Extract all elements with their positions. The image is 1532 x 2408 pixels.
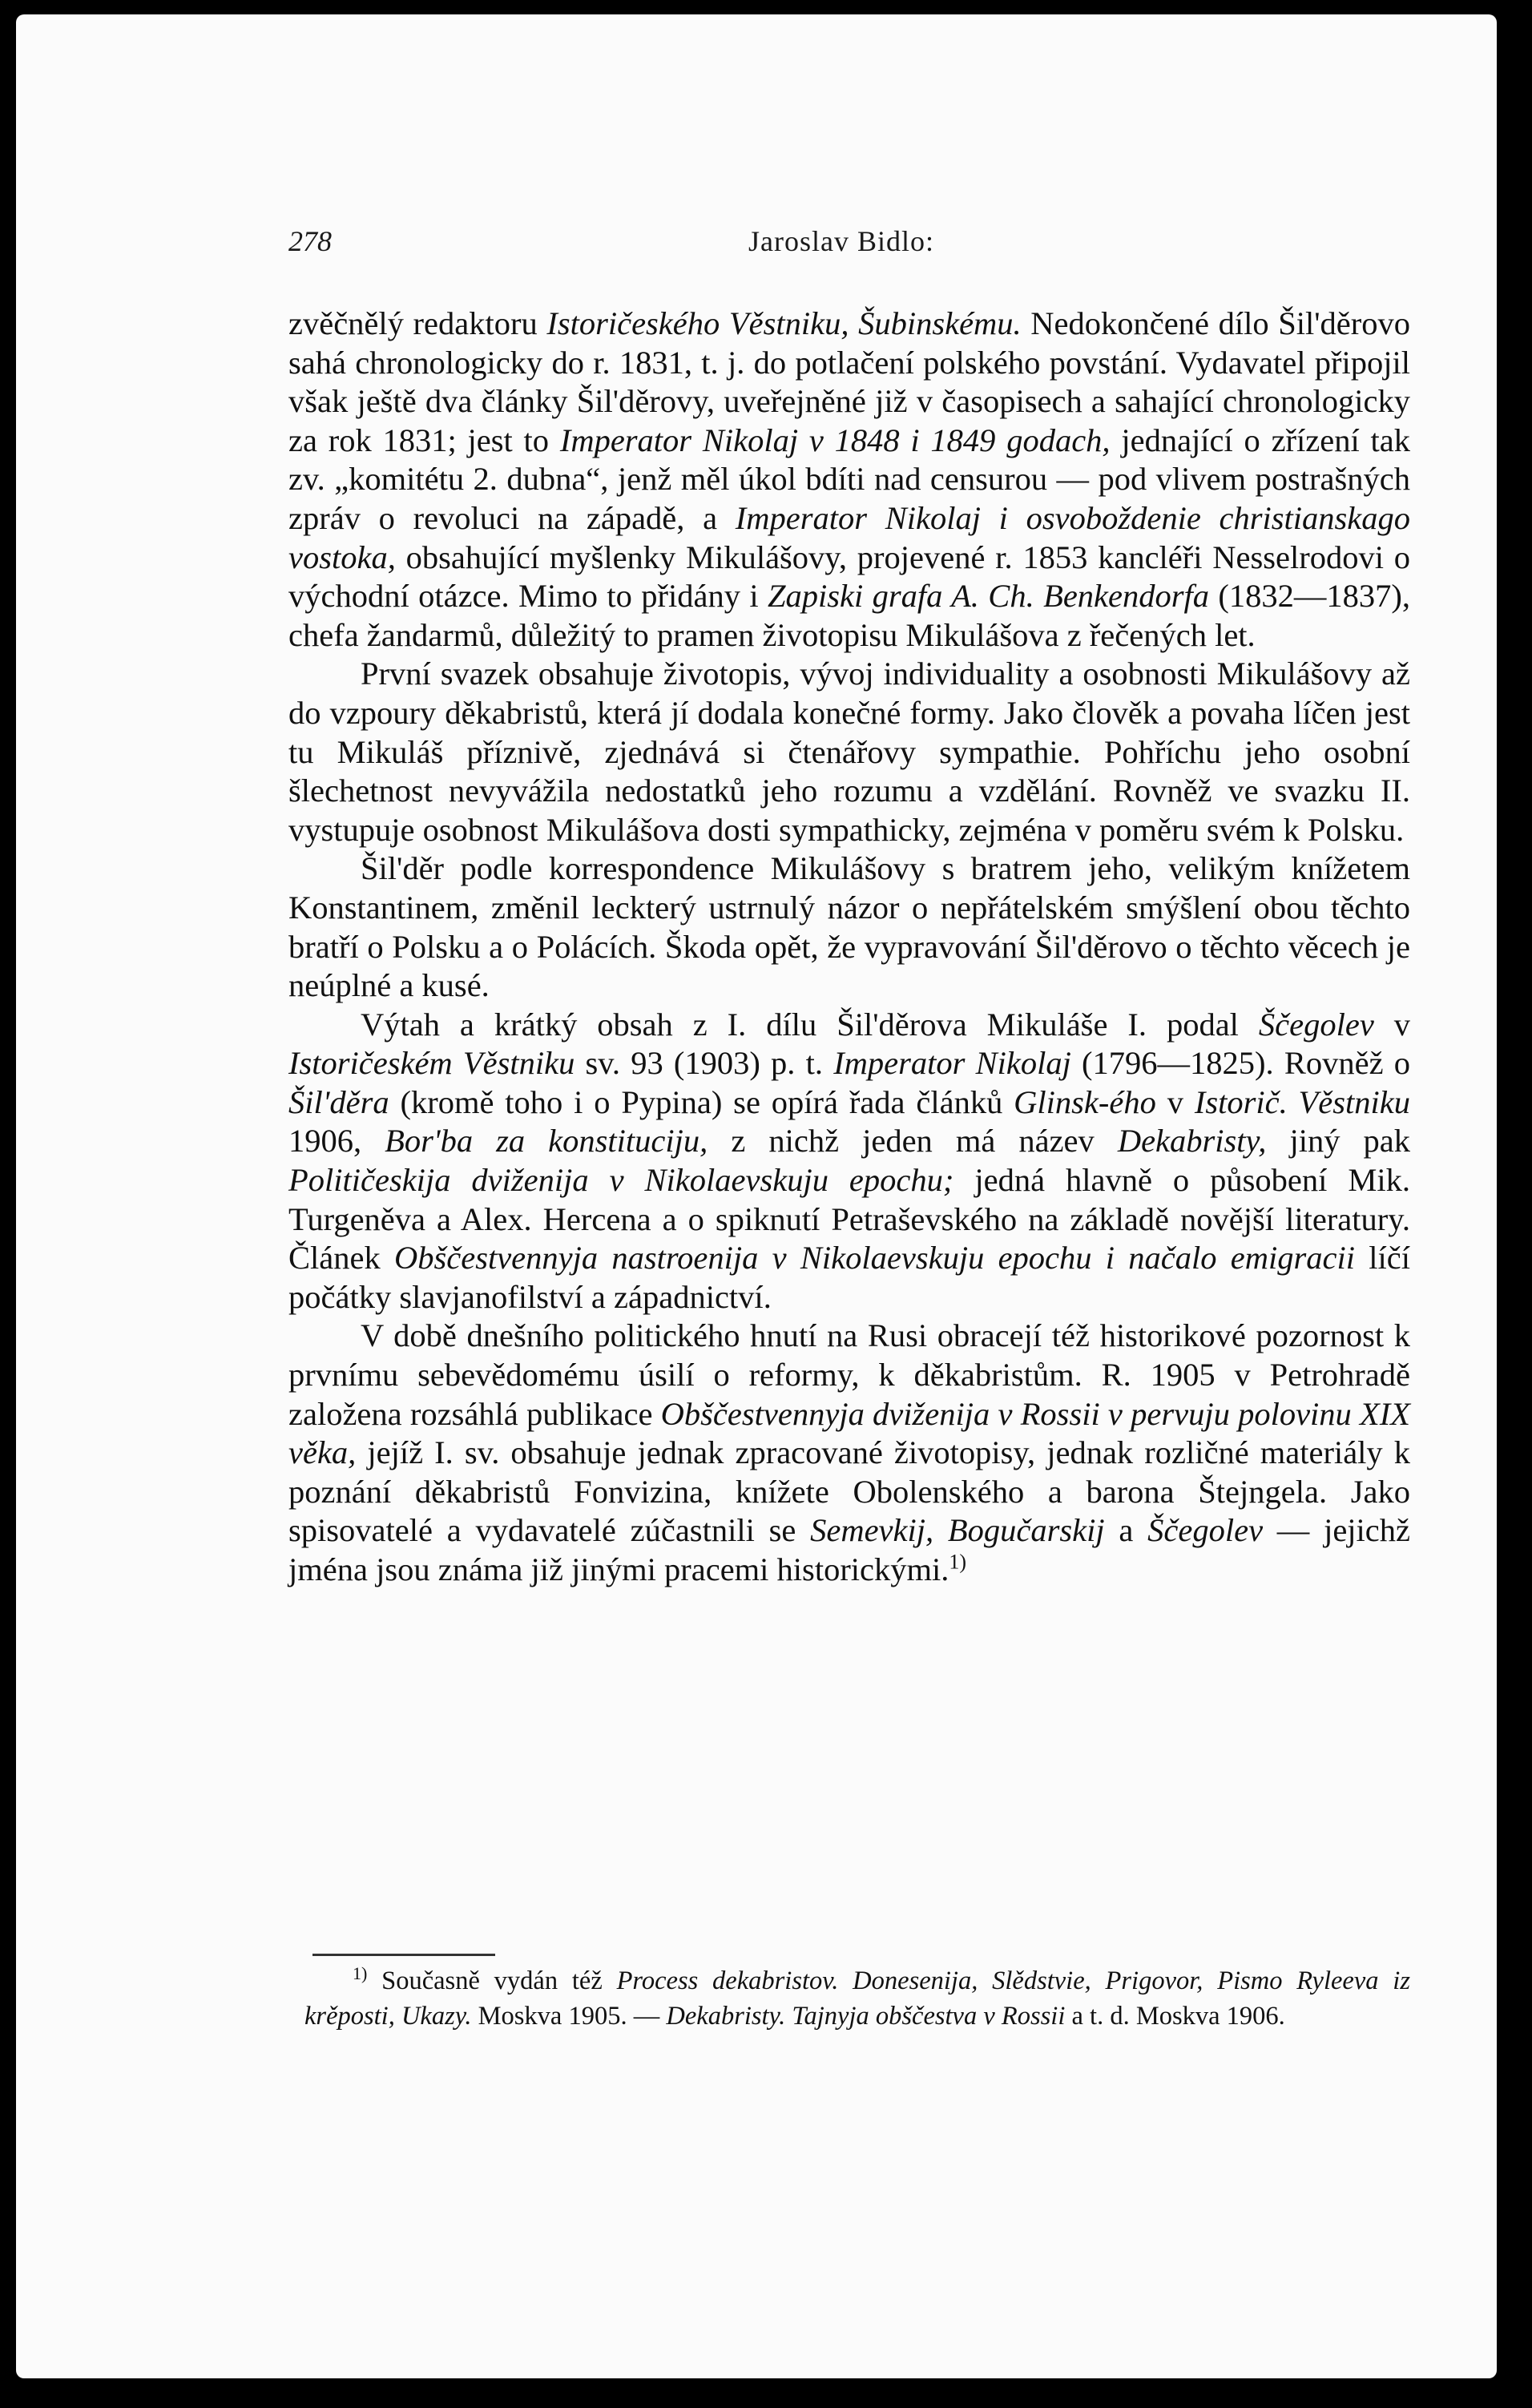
italic-text: Ščegolev [1258, 1006, 1374, 1043]
footnote [304, 1963, 1410, 2034]
text-run: (kromě toho i o Pypina) se opírá řada článků [389, 1083, 1014, 1120]
running-head: Jaroslav Bidlo: [748, 225, 934, 257]
italic-text: Dekabristy. Tajnyja obščestva v Rossii [666, 2002, 1066, 2031]
text-run: V době dnešního politického hnutí na Rusi obracejí též historikové pozornost k prvnímu sebevědomému úsilí o reformy, k děkabristům. R. 1905 v Petrohradě založena rozsáhlá publikace [288, 1317, 1410, 1432]
paragraph [288, 305, 1410, 655]
italic-text: Imperator Nikolaj v 1848 i 1849 godach, [559, 422, 1111, 458]
text-run: a t. d. Moskva 1906. [1065, 2002, 1285, 2031]
text-run: a [1104, 1512, 1148, 1549]
text-run: Výtah a krátký obsah z I. dílu Šil'děrova Mikuláše I. podal [361, 1006, 1259, 1043]
text-run: jiný pak [1266, 1123, 1410, 1160]
footnote-separator [312, 1954, 495, 1956]
italic-text: Obščestvennyja nastroenija v Nikolaevskuju epochu i načalo emigracii [393, 1240, 1356, 1277]
text-run: Šil'děr podle korrespondence Mikulášovy s bratrem jeho, velikým knížetem Konstantinem, změnil leckterý ustrnulý názor o nepřátelském smýšlení obou těchto bratří o Polsku a o Polácích. Škoda opět, že vypravování Šil'děrovo o těchto věcech je neúplné a kusé. [288, 850, 1410, 1004]
paragraph [288, 655, 1410, 849]
italic-text: Šil'děra [288, 1083, 389, 1120]
paragraph [288, 1317, 1410, 1589]
italic-text: Imperator Nikolaj [833, 1045, 1071, 1082]
body-text [288, 305, 1410, 1590]
italic-text: Istorič. Věstniku [1194, 1083, 1410, 1120]
page-header [288, 224, 1394, 272]
text-run: zvěčnělý redaktoru [288, 305, 547, 341]
footnotes [304, 1963, 1410, 2034]
italic-text: Istoričeského Věstniku, Šubinskému. [546, 305, 1022, 341]
paragraph [288, 1006, 1410, 1317]
text-run: jednající o zřízení tak zv. „komitétu 2. dubna“, jenž měl úkol bdíti nad censurou — pod vlivem postrašných zpráv o revoluci na západě, a [288, 422, 1411, 536]
text-run: obsahující myšlenky Mikulášovy, projevené r. 1853 kancléři Nesselrodovi o východní otázce. Mimo to přidány i [288, 538, 1410, 615]
italic-text: Bor'ba za konstituciju, [385, 1123, 708, 1160]
text-run: z nichž jeden má název [708, 1123, 1118, 1160]
italic-text: Process dekabristov. Donesenija, Slědstvie, Prigovor, Pismo Ryleeva iz krěposti, Ukazy. [304, 1966, 1410, 2031]
text-run: Současně vydán též [367, 1966, 617, 1995]
italic-text: Imperator Nikolaj i osvoboždenie christianskago vostoka, [288, 499, 1410, 575]
italic-text: Istoričeském Věstniku [288, 1045, 575, 1082]
italic-text: Obščestvennyja dviženija v Rossii v pervuju polovinu XIX věka, [288, 1395, 1410, 1471]
text-run: První svazek obsahuje životopis, vývoj individuality a osobnosti Mikulášovy až do vzpoury děkabristů, která jí dodala konečné formy. Jako člověk a povaha líčen jest tu Mikuláš příznivě, zjednává si čtenářovy sympathie. Pohříchu jeho osobní šlechetnost nevyvážila nedostatků jeho rozumu a vzdělání. Rovněž ve svazku II. vystupuje osobnost Mikulášova dosti sympathicky, zejména v poměru svém k Polsku. [288, 655, 1410, 848]
text-run: (1832—1837), chefa žandarmů, důležitý to pramen životopisu Mikulášova z řečených let. [288, 578, 1410, 653]
italic-text: Zapiski grafa A. Ch. Benkendorfa [768, 578, 1210, 615]
text-run: v [1155, 1083, 1195, 1120]
italic-text: Političeskija dviženija v Nikolaevskuju epochu; [288, 1162, 954, 1199]
text-run: Nedokončené dílo Šil'děrovo sahá chronologicky do r. 1831, t. j. do potlačení polského povstání. Vydavatel připojil však ještě dva články Šil'děrovy, uveřejněné již v časopisech a sahající chronologicky za rok 1831; jest to [288, 305, 1410, 458]
italic-text: Semevkij, Bogučarskij [810, 1512, 1105, 1549]
text-run: 1906, [288, 1123, 385, 1160]
italic-text: Ščegolev [1147, 1512, 1264, 1549]
footnote-marker: 1) [949, 1550, 967, 1574]
paragraph [288, 849, 1410, 1005]
text-run: líčí počátky slavjanofilství a západnictví. [288, 1240, 1411, 1315]
italic-text: Glinsk-ého [1014, 1083, 1156, 1120]
text-run: jejíž I. sv. obsahuje jednak zpracované životopisy, jednak rozličné materiály k poznání děkabristů Fonvizina, knížete Obolenského a barona Štejngela. Jako spisovatelé a vydavatelé zúčastnili se [288, 1434, 1410, 1549]
italic-text: Dekabristy, [1117, 1123, 1267, 1160]
text-run: (1796—1825). Rovněž o [1070, 1045, 1410, 1082]
footnote-marker: 1) [353, 1963, 368, 1984]
text-run: v [1373, 1006, 1411, 1043]
text-run: — jejichž jména jsou známa již jinými pracemi historickými. [288, 1512, 1411, 1587]
text-run: jedná hlavně o působení Mik. Turgeněva a Alex. Hercena a o spiknutí Petraševského na základě novější literatury. Článek [288, 1162, 1410, 1277]
text-run: Moskva 1905. — [471, 2002, 667, 2031]
text-run: sv. 93 (1903) p. t. [574, 1045, 834, 1082]
page-number: 278 [288, 225, 332, 257]
